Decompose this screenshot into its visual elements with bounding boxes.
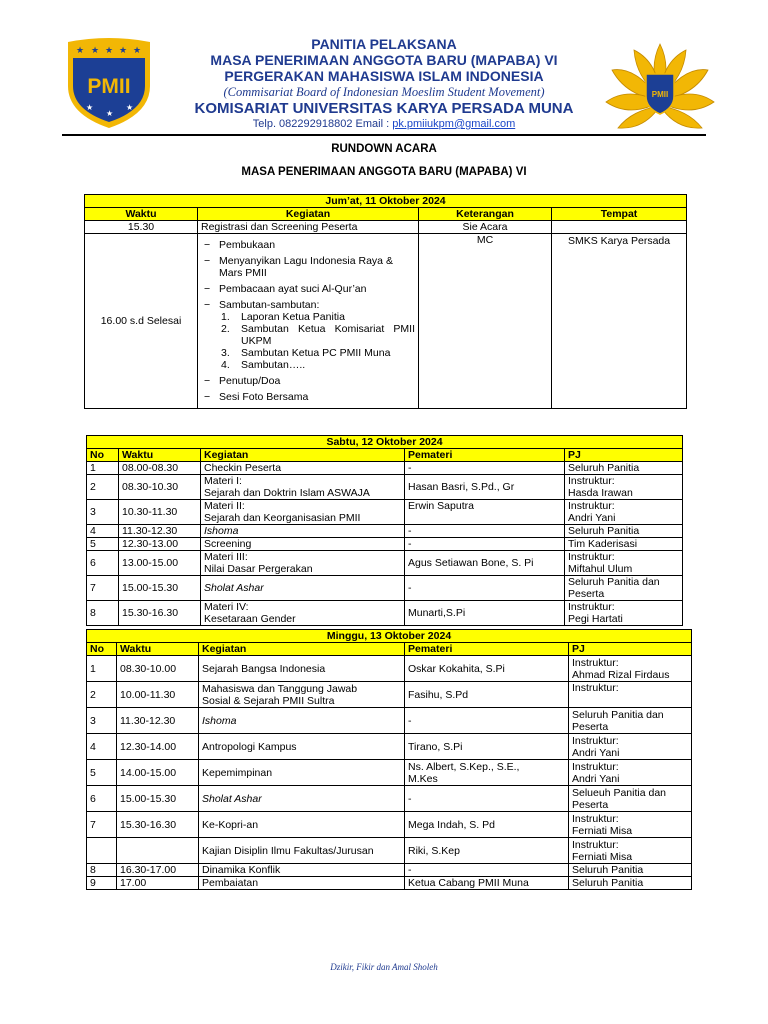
table-row: 2 10.00-11.30 Mahasiswa dan Tanggung Jawab Sosial & Sejarah PMII Sultra Fasihu, S.Pd Instruktur: bbox=[87, 682, 692, 708]
svg-text:★: ★ bbox=[91, 46, 100, 56]
table-row: 9 17.00 Pembaiatan Ketua Cabang PMII Muna Seluruh Panitia bbox=[87, 877, 692, 890]
contact-phone: Telp. 082292918802 Email : bbox=[252, 118, 393, 130]
list-item: − Sesi Foto Bersama bbox=[201, 391, 415, 403]
table-row: 1 08.30-10.00 Sejarah Bangsa Indonesia Oskar Kokahita, S.Pi Instruktur: Ahmad Rizal Firdaus bbox=[87, 656, 692, 682]
col-header-waktu: Waktu bbox=[117, 643, 199, 656]
table-row: 6 15.00-15.30 Sholat Ashar - Selueuh Panitia dan Peserta bbox=[87, 786, 692, 812]
list-item: − Menyanyikan Lagu Indonesia Raya & Mars PMII bbox=[201, 255, 415, 279]
col-header-tempat: Tempat bbox=[552, 208, 687, 221]
svg-text:★: ★ bbox=[133, 46, 142, 56]
pmii-logo-right bbox=[604, 40, 716, 138]
table-row bbox=[85, 234, 687, 409]
cell-activity: Registrasi dan Screening Peserta bbox=[198, 221, 419, 234]
sub-item: 2. Sambutan Ketua Komisariat PMII UKPM bbox=[221, 323, 415, 347]
cell-time: 15.30 bbox=[85, 221, 198, 234]
cell-time: 16.00 s.d Selesai bbox=[85, 234, 198, 409]
header-rule bbox=[62, 134, 706, 136]
day1-date: Jum’at, 11 Oktober 2024 bbox=[85, 195, 687, 208]
table-row: 2 08.30-10.30 Materi I: Sejarah dan Doktrin Islam ASWAJA Hasan Basri, S.Pd., Gr Instruktur: Hasda Irawan bbox=[87, 475, 683, 500]
day3-date: Minggu, 13 Oktober 2024 bbox=[87, 630, 692, 643]
table-row: 7 15.30-16.30 Ke-Kopri-an Mega Indah, S. Pd Instruktur: Ferniati Misa bbox=[87, 812, 692, 838]
cell-note: Sie Acara bbox=[419, 221, 552, 234]
col-header-pemateri: Pemateri bbox=[405, 643, 569, 656]
table-row: 7 15.00-15.30 Sholat Ashar - Seluruh Panitia dan Peserta bbox=[87, 576, 683, 601]
header-line-organization: PERGERAKAN MAHASISWA ISLAM INDONESIA bbox=[224, 68, 544, 84]
table-row: 6 13.00-15.00 Materi III: Nilai Dasar Pergerakan Agus Setiawan Bone, S. Pi Instruktur: Miftahul Ulum bbox=[87, 551, 683, 576]
col-header-kegiatan: Kegiatan bbox=[199, 643, 405, 656]
table-row: Kajian Disiplin Ilmu Fakultas/Jurusan Riki, S.Kep Instruktur: Ferniati Misa bbox=[87, 838, 692, 864]
header-contact bbox=[170, 118, 598, 130]
header-line-committee: PANITIA PELAKSANA bbox=[311, 36, 457, 52]
day2-table bbox=[86, 435, 683, 626]
svg-text:★: ★ bbox=[86, 103, 94, 112]
table-row: 3 10.30-11.30 Materi II: Sejarah dan Keorganisasian PMII Erwin Saputra Instruktur: Andri Yani bbox=[87, 500, 683, 525]
svg-text:★: ★ bbox=[106, 109, 114, 118]
day2-date: Sabtu, 12 Oktober 2024 bbox=[87, 436, 683, 449]
col-header-kegiatan: Kegiatan bbox=[198, 208, 419, 221]
col-header-pj: PJ bbox=[565, 449, 683, 462]
table-row bbox=[85, 221, 687, 234]
col-header-no: No bbox=[87, 449, 119, 462]
col-header-keterangan: Keterangan bbox=[419, 208, 552, 221]
col-header-pj: PJ bbox=[569, 643, 692, 656]
table-row: 5 14.00-15.00 Kepemimpinan Ns. Albert, S.Kep., S.E., M.Kes Instruktur: Andri Yani bbox=[87, 760, 692, 786]
list-item: − Penutup/Doa bbox=[201, 375, 415, 387]
sub-item: 4. Sambutan….. bbox=[221, 359, 306, 371]
cell-place: SMKS Karya Persada bbox=[552, 234, 687, 409]
rundown-subtitle: MASA PENERIMAAN ANGGOTA BARU (MAPABA) VI bbox=[241, 166, 527, 178]
logo-left-text: PMII bbox=[87, 75, 131, 98]
svg-text:★: ★ bbox=[105, 46, 114, 56]
cell-program bbox=[198, 234, 419, 409]
svg-text:★: ★ bbox=[76, 46, 85, 56]
col-header-waktu: Waktu bbox=[119, 449, 201, 462]
sambutan-label: Sambutan-sambutan: bbox=[219, 299, 320, 311]
col-header-kegiatan: Kegiatan bbox=[201, 449, 405, 462]
table-row: 1 08.00-08.30 Checkin Peserta - Seluruh Panitia bbox=[87, 462, 683, 475]
day1-table bbox=[84, 194, 687, 409]
table-row: 8 16.30-17.00 Dinamika Konflik - Seluruh Panitia bbox=[87, 864, 692, 877]
header-line-commissariat: KOMISARIAT UNIVERSITAS KARYA PERSADA MUNA bbox=[194, 100, 574, 117]
header-line-english: (Commisariat Board of Indonesian Moeslim Student Movement) bbox=[223, 85, 545, 99]
list-item bbox=[201, 299, 415, 371]
sub-item: 1. Laporan Ketua Panitia bbox=[221, 311, 345, 323]
col-header-no: No bbox=[87, 643, 117, 656]
svg-text:★: ★ bbox=[126, 103, 134, 112]
day3-table bbox=[86, 629, 692, 890]
header-line-event: MASA PENERIMAAN ANGGOTA BARU (MAPABA) VI bbox=[210, 52, 558, 68]
email-link[interactable]: pk.pmiiukpm@gmail.com bbox=[392, 118, 516, 130]
rundown-title: RUNDOWN ACARA bbox=[331, 143, 437, 155]
table-row: 4 11.30-12.30 Ishoma - Seluruh Panitia bbox=[87, 525, 683, 538]
list-item: − Pembacaan ayat suci Al-Qur’an bbox=[201, 283, 415, 295]
cell-note: MC bbox=[419, 234, 552, 409]
pmii-logo-left bbox=[62, 36, 156, 130]
table-row: 8 15.30-16.30 Materi IV: Kesetaraan Gender Munarti,S.Pi Instruktur: Pegi Hartati bbox=[87, 601, 683, 626]
svg-text:★: ★ bbox=[119, 46, 128, 56]
col-header-pemateri: Pemateri bbox=[405, 449, 565, 462]
list-item: − Pembukaan bbox=[201, 239, 415, 251]
table-row: 4 12.30-14.00 Antropologi Kampus Tirano, S.Pi Instruktur: Andri Yani bbox=[87, 734, 692, 760]
footer-motto: Dzikir, Fikir dan Amal Sholeh bbox=[330, 962, 438, 972]
cell-place bbox=[552, 221, 687, 234]
col-header-waktu: Waktu bbox=[85, 208, 198, 221]
logo-right-text: PMII bbox=[651, 90, 669, 99]
table-row: 3 11.30-12.30 Ishoma - Seluruh Panitia dan Peserta bbox=[87, 708, 692, 734]
table-row: 5 12.30-13.00 Screening - Tim Kaderisasi bbox=[87, 538, 683, 551]
sub-item: 3. Sambutan Ketua PC PMII Muna bbox=[221, 347, 391, 359]
